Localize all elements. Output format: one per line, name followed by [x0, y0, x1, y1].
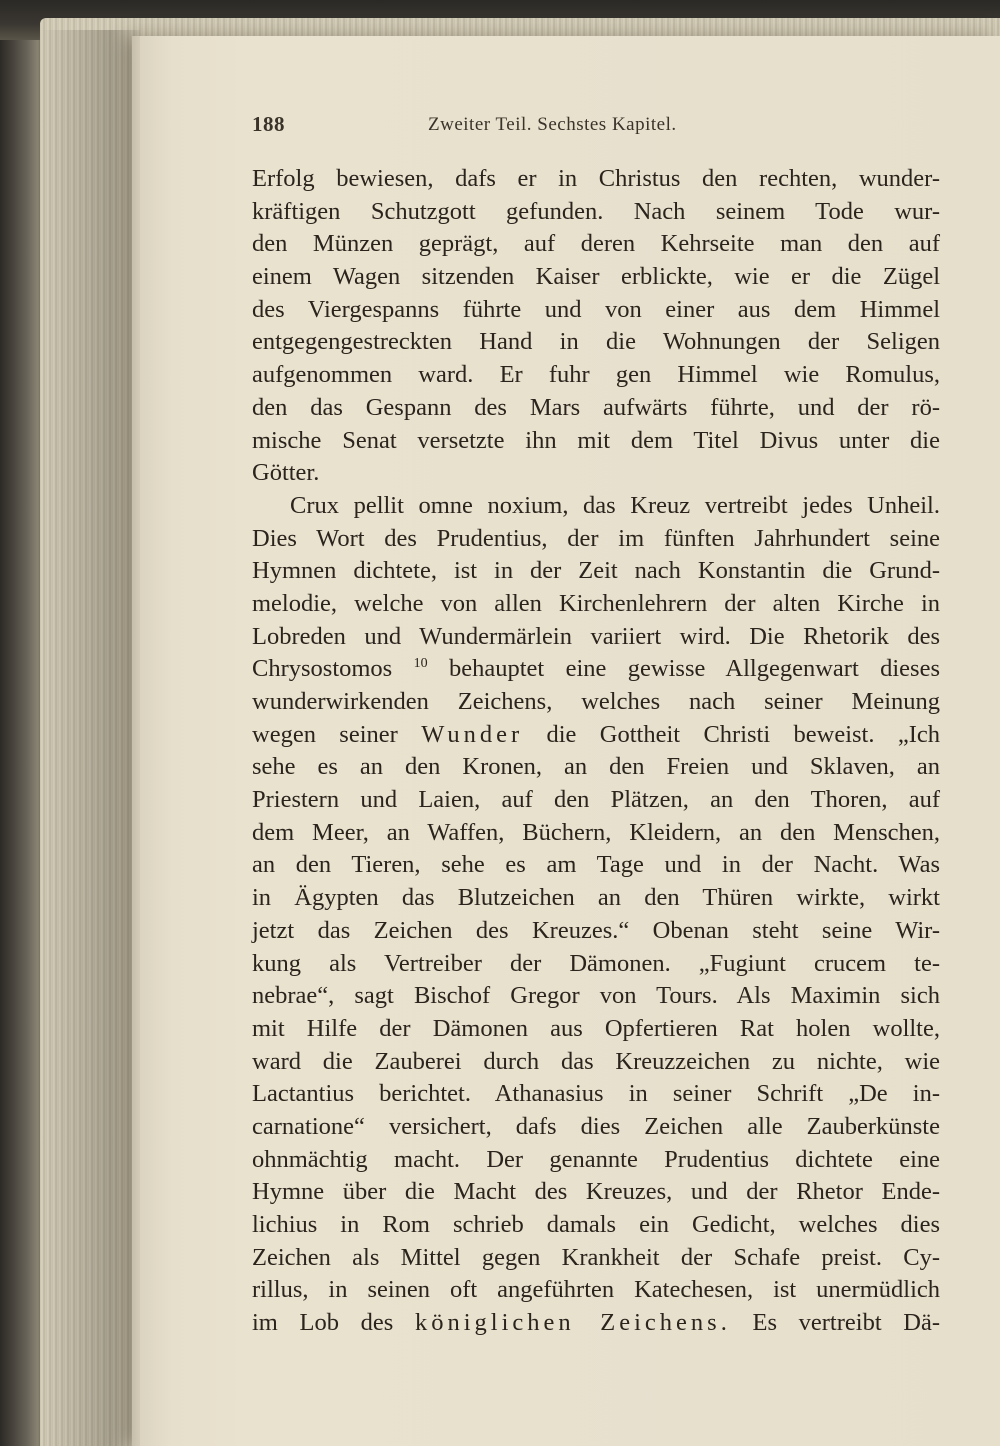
text-line: sehe es an den Kronen, an den Freien und Sklaven, an	[252, 753, 940, 781]
text-line: den Münzen geprägt, auf deren Kehrseite man den auf	[252, 230, 940, 258]
text-fragment: die Gottheit Christi beweist. „Ich	[546, 720, 941, 748]
gutter-shadow	[40, 30, 140, 1446]
text-line: aufgenommen ward. Er fuhr gen Himmel wie Romulus,	[252, 361, 940, 389]
text-line: Götter.	[252, 459, 320, 487]
running-head	[252, 112, 952, 152]
text-line	[252, 719, 940, 752]
text-line: mit Hilfe der Dämonen aus Opfertieren Rat holen wollte,	[252, 1014, 940, 1042]
text-line: nebrae“, sagt Bischof Gregor von Tours. Als Maximin sich	[252, 982, 940, 1010]
paragraph-first-line: Crux pellit omne noxium, das Kreuz vertreibt jedes Unheil.	[290, 491, 940, 519]
emphasized-text: Wunder	[421, 720, 524, 748]
text-line: entgegengestreckten Hand in die Wohnungen der Seligen	[252, 328, 940, 356]
text-line: kräftigen Schutzgott gefunden. Nach seinem Tode wur-	[252, 197, 940, 225]
text-fragment: wegen seiner	[252, 720, 398, 748]
text-line: Hymne über die Macht des Kreuzes, und der Rhetor Ende-	[252, 1178, 940, 1206]
text-line: den das Gespann des Mars aufwärts führte, und der rö-	[252, 393, 940, 421]
text-line: Erfolg bewiesen, dafs er in Christus den rechten, wunder-	[252, 165, 940, 192]
text-line: in Ägypten das Blutzeichen an den Thüren wirkte, wirkt	[252, 884, 940, 912]
footnote-marker: 10	[413, 656, 428, 672]
text-line: lichius in Rom schrieb damals ein Gedicht, welches dies	[252, 1211, 940, 1238]
text-line	[252, 1307, 940, 1340]
body-text	[252, 163, 940, 1340]
text-line: an den Tieren, sehe es am Tage und in der Nacht. Was	[252, 851, 940, 879]
text-line: dem Meer, an Waffen, Büchern, Kleidern, an den Menschen,	[252, 818, 940, 846]
text-line: Dies Wort des Prudentius, der im fünften Jahrhundert seine	[252, 524, 940, 552]
text-line: jetzt das Zeichen des Kreuzes.“ Obenan steht seine Wir-	[252, 916, 940, 944]
text-line: Zeichen als Mittel gegen Krankheit der Schafe preist. Cy-	[252, 1243, 940, 1271]
text-line: rillus, in seinen oft angeführten Katechesen, ist unermüdlich	[252, 1276, 940, 1304]
text-line: mische Senat versetzte ihn mit dem Titel Divus unter die	[252, 426, 940, 454]
text-line: einem Wagen sitzenden Kaiser erblickte, wie er die Zügel	[252, 263, 940, 291]
page-number: 188	[252, 112, 285, 136]
text-line: carnatione“ versichert, dafs dies Zeichen alle Zauberkünste	[252, 1112, 940, 1140]
text-line: des Viergespanns führte und von einer aus dem Himmel	[252, 295, 940, 323]
text-fragment: behauptet eine gewisse Allgegenwart dieses	[449, 655, 941, 683]
text-fragment: Es vertreibt Dä-	[752, 1309, 940, 1337]
text-fragment: Chrysostomos	[252, 655, 393, 683]
text-line: Lobreden und Wundermärlein variiert wird. Die Rhetorik des	[252, 622, 940, 650]
text-line: kung als Vertreiber der Dämonen. „Fugiunt crucem te-	[252, 949, 940, 977]
chapter-heading: Zweiter Teil. Sechstes Kapitel.	[428, 114, 677, 135]
text-line	[252, 653, 940, 686]
text-line: ward die Zauberei durch das Kreuzzeichen zu nichte, wie	[252, 1047, 940, 1075]
text-line: Hymnen dichtete, ist in der Zeit nach Konstantin die Grund-	[252, 557, 940, 585]
text-line: Priestern und Laien, auf den Plätzen, an den Thoren, auf	[252, 786, 940, 814]
text-fragment: im Lob des	[252, 1309, 394, 1337]
text-line: wunderwirkenden Zeichens, welches nach seiner Meinung	[252, 688, 940, 715]
emphasized-text: königlichen Zeichens.	[414, 1309, 731, 1337]
text-line: ohnmächtig macht. Der genannte Prudentius dichtete eine	[252, 1145, 940, 1173]
text-line: Lactantius berichtet. Athanasius in seiner Schrift „De in-	[252, 1080, 940, 1108]
text-line: melodie, welche von allen Kirchenlehrern der alten Kirche in	[252, 589, 940, 617]
